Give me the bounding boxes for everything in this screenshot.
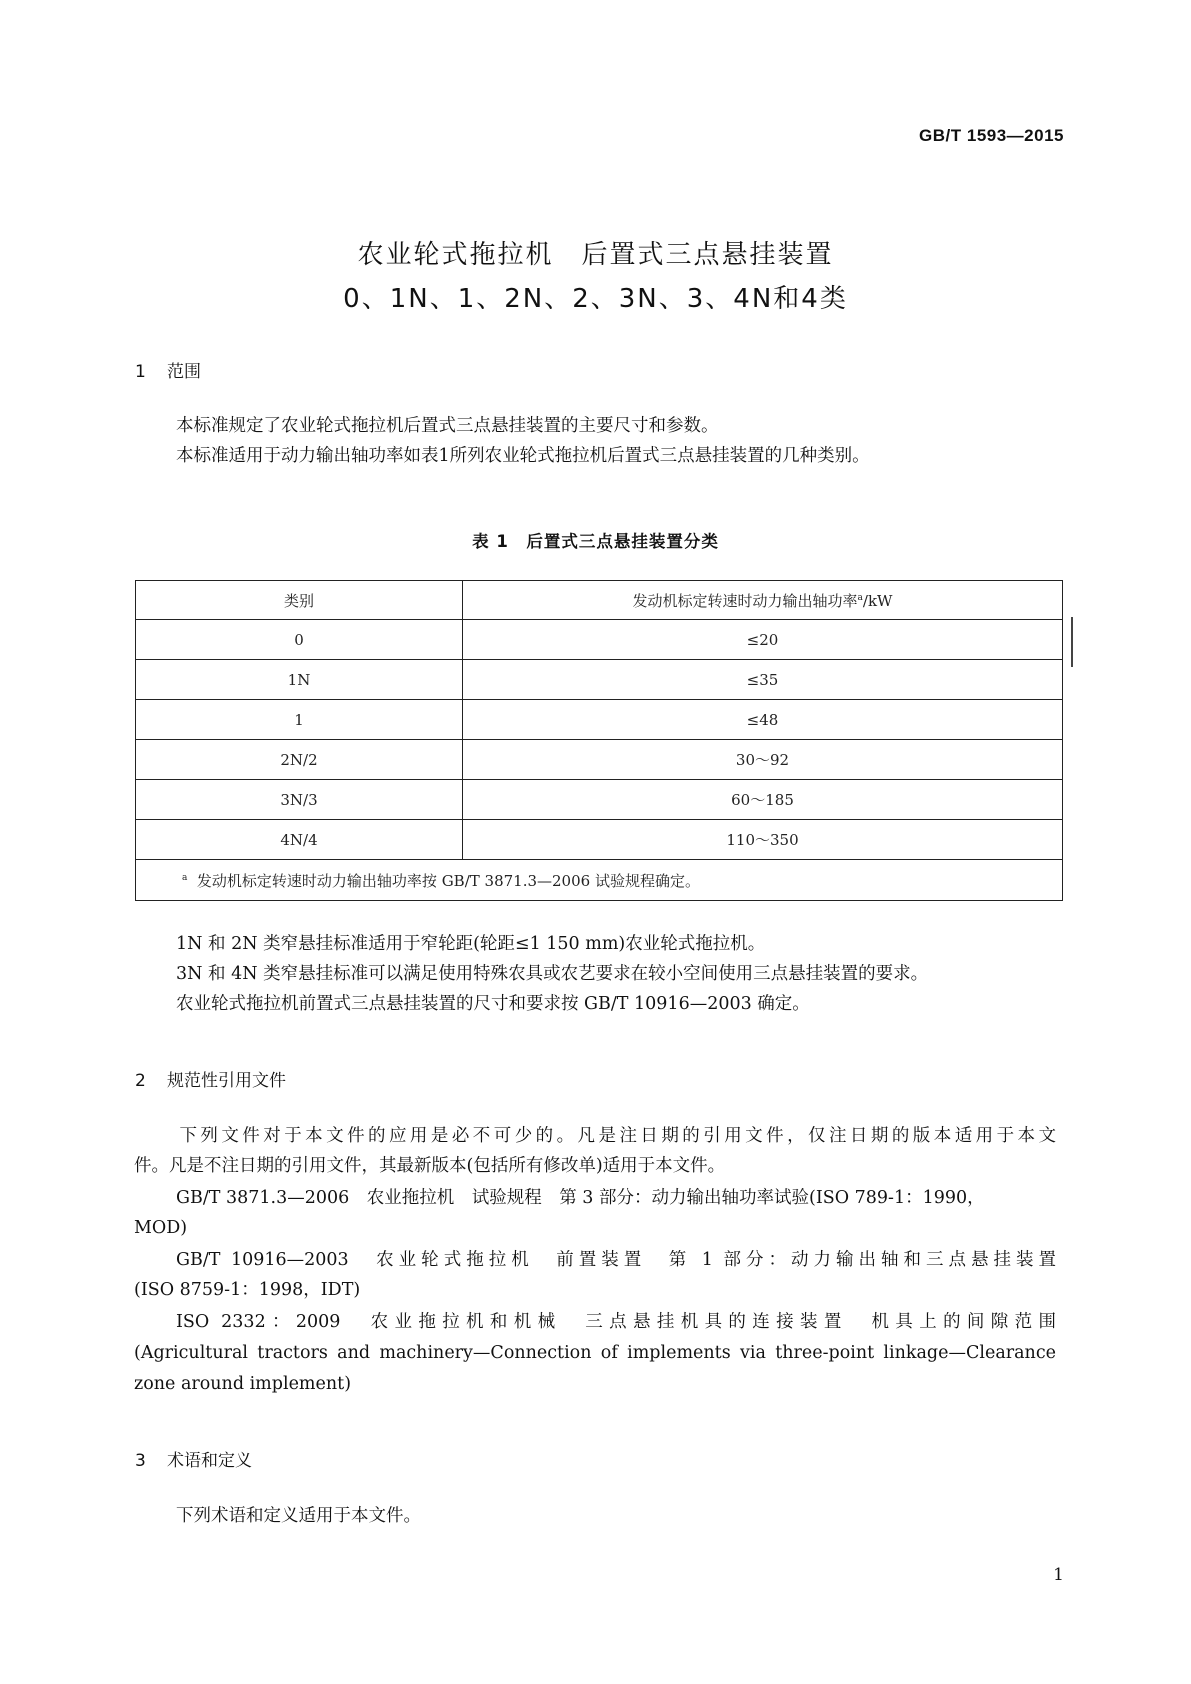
reference-item (134, 1212, 1056, 1244)
cell-category: 2N/2 (136, 740, 463, 780)
section-title: 术语和定义 (167, 1451, 252, 1471)
section-number: 1 (135, 362, 146, 382)
table-row (136, 780, 1063, 820)
reference-text: MOD) (134, 1218, 188, 1238)
table-row (136, 620, 1063, 660)
paragraph (134, 958, 1056, 990)
document-title: 农业轮式拖拉机 后置式三点悬挂装置 (357, 240, 834, 270)
paragraph-text: 件。凡是不注日期的引用文件，其最新版本(包括所有修改单)适用于本文件。 (134, 1156, 726, 1176)
cell-category: 0 (136, 620, 463, 660)
footnote-marker: a (857, 592, 863, 603)
cell-power: ≤48 (463, 700, 1063, 740)
section-2-heading (135, 1066, 286, 1091)
reference-text: GB/T 3871.3—2006 农业拖拉机 试验规程 第 3 部分：动力输出轴功率试验(ISO 789-1：1990， (176, 1188, 985, 1208)
standard-code: GB/T 1593—2015 (919, 126, 1064, 145)
page-number: 1 (1053, 1565, 1064, 1585)
cell-category: 3N/3 (136, 780, 463, 820)
cell-power: 60～185 (463, 780, 1063, 820)
paragraph-text: 农业轮式拖拉机前置式三点悬挂装置的尺寸和要求按 GB/T 10916—2003 确定。 (176, 994, 810, 1014)
reference-item (134, 1368, 1056, 1400)
paragraph-text: 本标准规定了农业轮式拖拉机后置式三点悬挂装置的主要尺寸和参数。 (176, 416, 719, 436)
reference-item (134, 1306, 1056, 1338)
table-row (136, 660, 1063, 700)
reference-text: (ISO 8759-1：1998，IDT) (134, 1280, 361, 1300)
section-number: 2 (135, 1071, 146, 1091)
classification-table (135, 580, 1063, 901)
table-row (136, 740, 1063, 780)
paragraph (134, 1120, 1056, 1152)
footnote-marker: a (182, 872, 188, 883)
reference-item (134, 1337, 1056, 1369)
paragraph-text: 3N 和 4N 类窄悬挂标准可以满足使用特殊农具或农艺要求在较小空间使用三点悬挂装置的要求。 (176, 964, 929, 984)
table-row (136, 820, 1063, 860)
cell-power: ≤35 (463, 660, 1063, 700)
paragraph (134, 928, 1056, 960)
table-header-row (136, 581, 1063, 620)
table-caption: 表 1 后置式三点悬挂装置分类 (472, 532, 719, 551)
reference-text: (Agricultural tractors and machinery—Connection of implements via three-point linkage—Clearance (134, 1343, 1056, 1363)
header-power (463, 581, 1063, 620)
paragraph-text: 下列术语和定义适用于本文件。 (176, 1506, 421, 1526)
header-power-unit: /kW (862, 591, 893, 610)
reference-item (134, 1274, 1056, 1306)
paragraph (134, 440, 1056, 472)
section-title: 规范性引用文件 (167, 1071, 286, 1091)
section-title: 范围 (167, 362, 201, 382)
paragraph (134, 1500, 1056, 1532)
reference-item (134, 1244, 1056, 1276)
paragraph-text: 下列文件对于本文件的应用是必不可少的。凡是注日期的引用文件，仅注日期的版本适用于本文 (176, 1126, 1056, 1146)
paragraph-text: 本标准适用于动力输出轴功率如表1所列农业轮式拖拉机后置式三点悬挂装置的几种类别。 (176, 446, 870, 466)
table-footnote (136, 860, 1063, 901)
reference-text: GB/T 10916—2003 农业轮式拖拉机 前置装置 第 1 部分：动力输出轴和三点悬挂装置 (176, 1250, 1056, 1270)
table-footnote-row (136, 860, 1063, 901)
paragraph (134, 988, 1056, 1020)
margin-mark (1071, 617, 1073, 667)
section-3-heading (135, 1446, 252, 1471)
cell-power: 30～92 (463, 740, 1063, 780)
paragraph (134, 410, 1056, 442)
cell-category: 1N (136, 660, 463, 700)
header-category: 类别 (136, 581, 463, 620)
cell-category: 4N/4 (136, 820, 463, 860)
table-row (136, 700, 1063, 740)
footnote-text: 发动机标定转速时动力输出轴功率按 GB/T 3871.3—2006 试验规程确定。 (196, 871, 700, 890)
reference-text: ISO 2332：2009 农业拖拉机和机械 三点悬挂机具的连接装置 机具上的间隙范围 (176, 1312, 1056, 1332)
reference-item (134, 1182, 1056, 1214)
cell-category: 1 (136, 700, 463, 740)
reference-text: zone around implement) (134, 1374, 352, 1394)
section-number: 3 (135, 1451, 146, 1471)
paragraph-text: 1N 和 2N 类窄悬挂标准适用于窄轮距(轮距≤1 150 mm)农业轮式拖拉机。 (176, 934, 766, 954)
paragraph (134, 1150, 1056, 1182)
section-1-heading (135, 357, 201, 382)
cell-power: 110～350 (463, 820, 1063, 860)
header-power-text: 发动机标定转速时动力输出轴功率 (632, 591, 858, 610)
document-subtitle: 0、1N、1、2N、2、3N、3、4N和4类 (343, 284, 848, 314)
cell-power: ≤20 (463, 620, 1063, 660)
